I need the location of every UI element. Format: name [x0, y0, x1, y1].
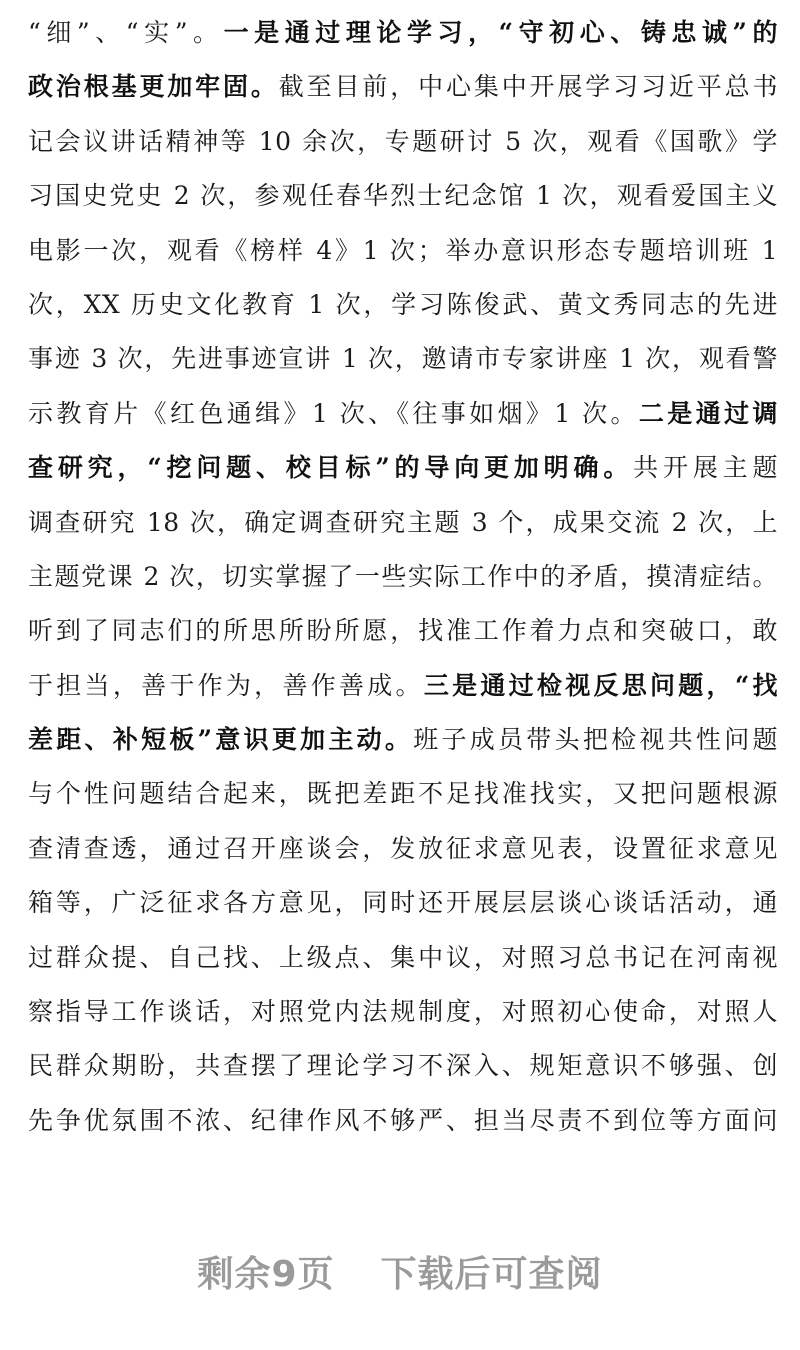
text-segment: 与个性问题结合起来，既把差距不足找准找实，又把问题根源: [28, 779, 778, 809]
text-line: [28, 985, 778, 1039]
text-segment: 民群众期盼，共查摆了理论学习不深入、规矩意识不够强、创: [28, 1051, 778, 1081]
text-segment: 电影一次，观看《榜样 4》1 次；举办意识形态专题培训班 1: [28, 235, 778, 265]
text-segment: 次，XX 历史文化教育 1 次，学习陈俊武、黄文秀同志的先进: [28, 289, 778, 319]
text-line: [28, 6, 778, 60]
remaining-pages-label[interactable]: 剩余9页: [197, 1253, 335, 1295]
text-segment: 听到了同志们的所思所盼所愿，找准工作着力点和突破口，敢: [28, 616, 778, 646]
text-segment: “细”、“实”。: [28, 18, 224, 47]
bold-text-segment: 一是通过理论学习，“守初心、铸忠诚”的: [223, 18, 779, 47]
text-segment: 于担当，善于作为，善作善成。: [28, 670, 424, 700]
text-line: [28, 659, 778, 713]
text-segment: 共开展主题: [633, 453, 778, 483]
bold-text-segment: 三是通过检视反思问题，“找: [423, 670, 778, 700]
text-segment: 先争优氛围不浓、纪律作风不够严、担当尽责不到位等方面问: [28, 1105, 778, 1135]
text-segment: 示教育片《红色通缉》1 次、《往事如烟》1 次。: [28, 398, 639, 428]
text-segment: 调查研究 18 次，确定调查研究主题 3 个，成果交流 2 次，上: [28, 507, 778, 537]
text-line: [28, 550, 778, 604]
bold-text-segment: 查研究，“挖问题、校目标”的导向更加明确。: [28, 453, 634, 483]
text-segment: 过群众提、自己找、上级点、集中议，对照习总书记在河南视: [28, 942, 778, 972]
text-line: [28, 169, 778, 223]
text-segment: 主题党课 2 次，切实掌握了一些实际工作中的矛盾，摸清症结。: [28, 561, 778, 591]
text-line: [28, 604, 778, 658]
text-line: [28, 115, 778, 169]
text-line: [28, 1039, 778, 1093]
text-line: [28, 496, 778, 550]
text-line: [28, 767, 778, 821]
text-line: [28, 713, 778, 767]
bold-text-segment: 政治根基更加牢固。: [28, 72, 279, 102]
text-line: [28, 1094, 778, 1148]
text-line: [28, 822, 778, 876]
text-line: [28, 224, 778, 278]
text-line: [28, 278, 778, 332]
download-prompt[interactable]: [0, 1246, 800, 1296]
text-line: [28, 332, 778, 386]
text-segment: 查清查透，通过召开座谈会，发放征求意见表，设置征求意见: [28, 833, 778, 863]
text-segment: 箱等，广泛征求各方意见，同时还开展层层谈心谈话活动，通: [28, 888, 778, 918]
text-segment: 班子成员带头把检视共性问题: [413, 725, 778, 755]
document-body: [28, 6, 778, 1148]
text-segment: 记会议讲话精神等 10 余次，专题研讨 5 次，观看《国歌》学: [28, 126, 778, 156]
text-line: [28, 931, 778, 985]
bold-text-segment: 差距、补短板”意识更加主动。: [28, 725, 414, 755]
text-segment: 事迹 3 次，先进事迹宣讲 1 次，邀请市专家讲座 1 次，观看警: [28, 344, 778, 374]
text-segment: 习国史党史 2 次，参观任春华烈士纪念馆 1 次，观看爱国主义: [28, 181, 778, 211]
text-line: [28, 60, 778, 114]
text-segment: 察指导工作谈话，对照党内法规制度，对照初心使命，对照人: [28, 997, 778, 1027]
download-to-view-label[interactable]: 下载后可查阅: [380, 1253, 603, 1295]
bold-text-segment: 二是通过调: [638, 398, 778, 428]
text-line: [28, 876, 778, 930]
text-segment: 截至目前，中心集中开展学习习近平总书: [278, 72, 778, 102]
text-line: [28, 387, 778, 441]
text-line: [28, 441, 778, 495]
